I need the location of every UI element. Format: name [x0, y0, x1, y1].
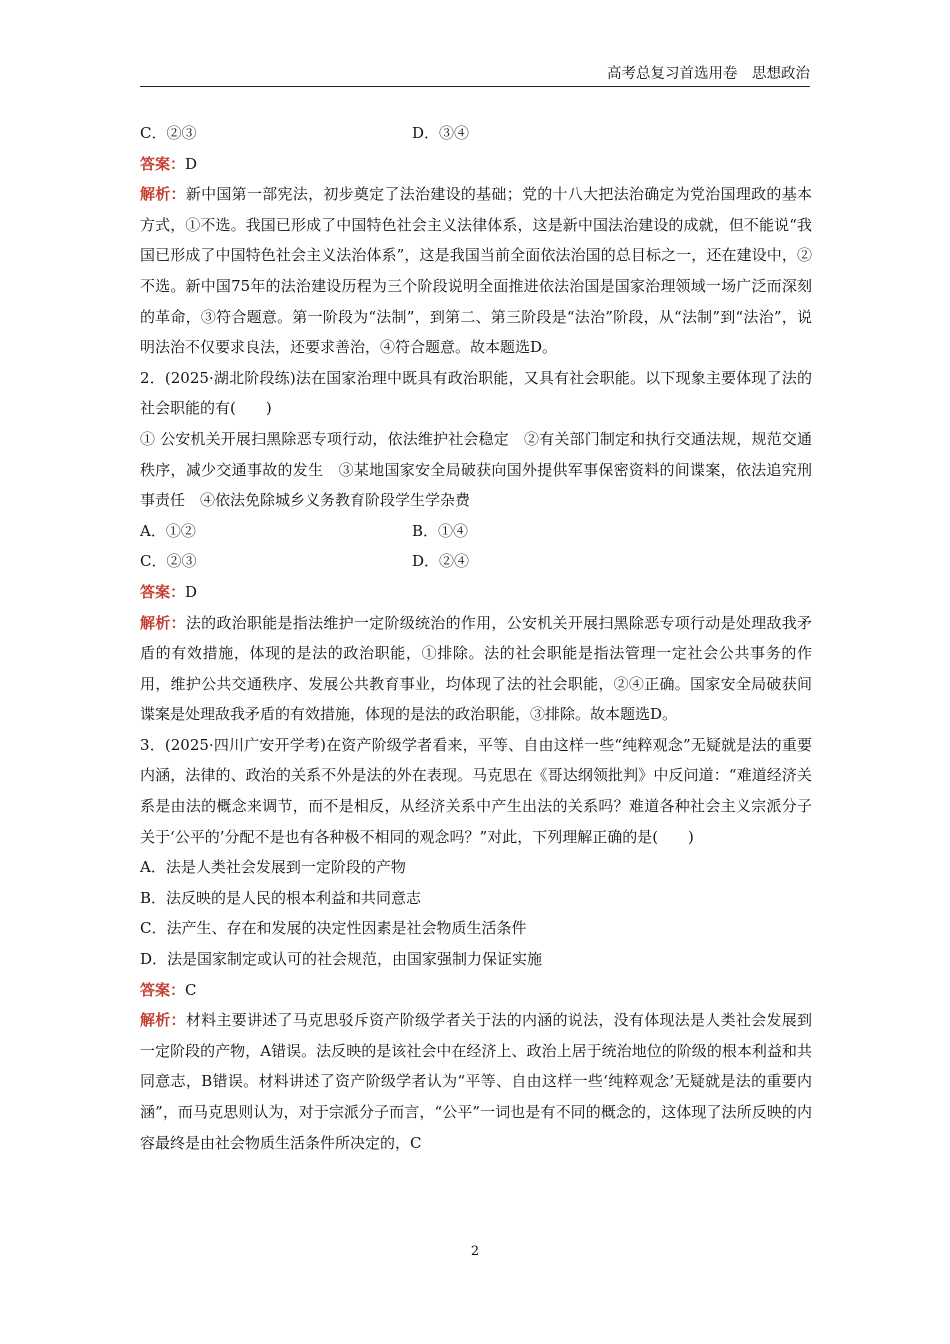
q1-answer	[140, 149, 812, 180]
q1-answer-value: D	[185, 154, 198, 173]
answer-label: 答案：	[140, 582, 186, 601]
q1-analysis-text: 新中国第一部宪法，初步奠定了法治建设的基础；党的十八大把法治确定为党治国理政的基本方式，①不选。我国已形成了中国特色社会主义法律体系，这是新中国法治建设的成就，但不能说“我国已形成了中国特色社会主义法治体系”，这是我国当前全面依法治国的总目标之一，还在建设中，②不选。新中国75年的法治建设历程为三个阶段说明全面推进依法治国是国家治理领域一场广泛而深刻的革命，③符合题意。第一阶段为“法制”，到第二、第三阶段是“法治”阶段，从“法制”到“法治”，说明法治不仅要求良法，还要求善治，④符合题意。故本题选D。	[140, 185, 812, 357]
q3-answer	[140, 975, 812, 1006]
q3-option-a: A．法是人类社会发展到一定阶段的产物	[140, 858, 406, 877]
q2-option-b: B．①④	[412, 521, 469, 540]
q1-analysis	[140, 179, 812, 363]
q3-analysis-text: 材料主要讲述了马克思驳斥资产阶级学者关于法的内涵的说法，没有体现法是人类社会发展到一定阶段的产物，A错误。法反映的是该社会中在经济上、政治上居于统治地位的阶级的根本利益和共同意志，B错误。材料讲述了资产阶级学者认为“平等、自由这样一些‘纯粹观念’无疑就是法的重要内涵”，而马克思则认为，对于宗派分子而言，“公平”一词也是有不同的概念的，这体现了法所反映的内容最终是由社会物质生活条件所决定的，C	[140, 1011, 812, 1152]
q2-option-c: C．②③	[140, 552, 197, 571]
q2-option-a: A．①②	[140, 521, 196, 540]
q1-options-row	[140, 118, 812, 149]
page-header	[140, 62, 810, 87]
q3-analysis	[140, 1005, 812, 1158]
q1-option-c: C．②③	[140, 124, 197, 142]
q3-answer-value: C	[185, 980, 197, 999]
q2-options-row-1	[140, 516, 812, 547]
answer-label: 答案：	[140, 154, 186, 173]
q2-stem: 2．(2025·湖北阶段练)法在国家治理中既具有政治职能，又具有社会职能。以下现象主要体现了法的社会职能的有( )	[140, 368, 812, 418]
q3-option-c: C．法产生、存在和发展的决定性因素是社会物质生活条件	[140, 919, 527, 938]
q2-answer	[140, 577, 812, 608]
q3-option-d: D．法是国家制定或认可的社会规范，由国家强制力保证实施	[140, 950, 543, 969]
q2-analysis-text: 法的政治职能是指法维护一定阶级统治的作用，公安机关开展扫黑除恶专项行动是处理敌我矛盾的有效措施，体现的是法的政治职能，①排除。法的社会职能是指法管理一定社会公共事务的作用，维护公共交通秩序、发展公共教育事业，均体现了法的社会职能，②④正确。国家安全局破获间谍案是处理敌我矛盾的有效措施，体现的是法的政治职能，③排除。故本题选D。	[140, 613, 812, 724]
analysis-label: 解析：	[140, 1011, 186, 1030]
q2-option-d: D．②④	[412, 552, 470, 571]
q2-options-row-2	[140, 546, 812, 577]
page-content	[140, 118, 812, 1158]
q3-stem: 3．(2025·四川广安开学考)在资产阶级学者看来，平等、自由这样一些“纯粹观念”无疑就是法的重要内涵，法律的、政治的关系不外是法的外在表现。马克思在《哥达纲领批判》中反问道：“难道经济关系是由法的概念来调节，而不是相反，从经济关系中产生出法的关系吗？难道各种社会主义宗派分子关于‘公平的’分配不是也有各种极不相同的观念吗？”对此，下列理解正确的是( )	[140, 735, 812, 846]
page-number: 2	[470, 1244, 480, 1259]
analysis-label: 解析：	[140, 613, 186, 632]
q1-option-d: D．③④	[412, 124, 470, 142]
q3-option-b: B．法反映的是人民的根本利益和共同意志	[140, 888, 422, 907]
header-title: 高考总复习首选用卷 思想政治	[607, 66, 810, 82]
answer-label: 答案：	[140, 980, 186, 999]
q2-analysis	[140, 608, 812, 730]
analysis-label: 解析：	[140, 185, 186, 204]
q2-statements: ① 公安机关开展扫黑除恶专项行动，依法维护社会稳定 ②有关部门制定和执行交通法规，规范交通秩序，减少交通事故的发生 ③某地国家安全局破获向国外提供军事保密资料的间谍案，依法追究刑事责任 ④依法免除城乡义务教育阶段学生学杂费	[140, 429, 812, 510]
q2-answer-value: D	[185, 582, 198, 601]
